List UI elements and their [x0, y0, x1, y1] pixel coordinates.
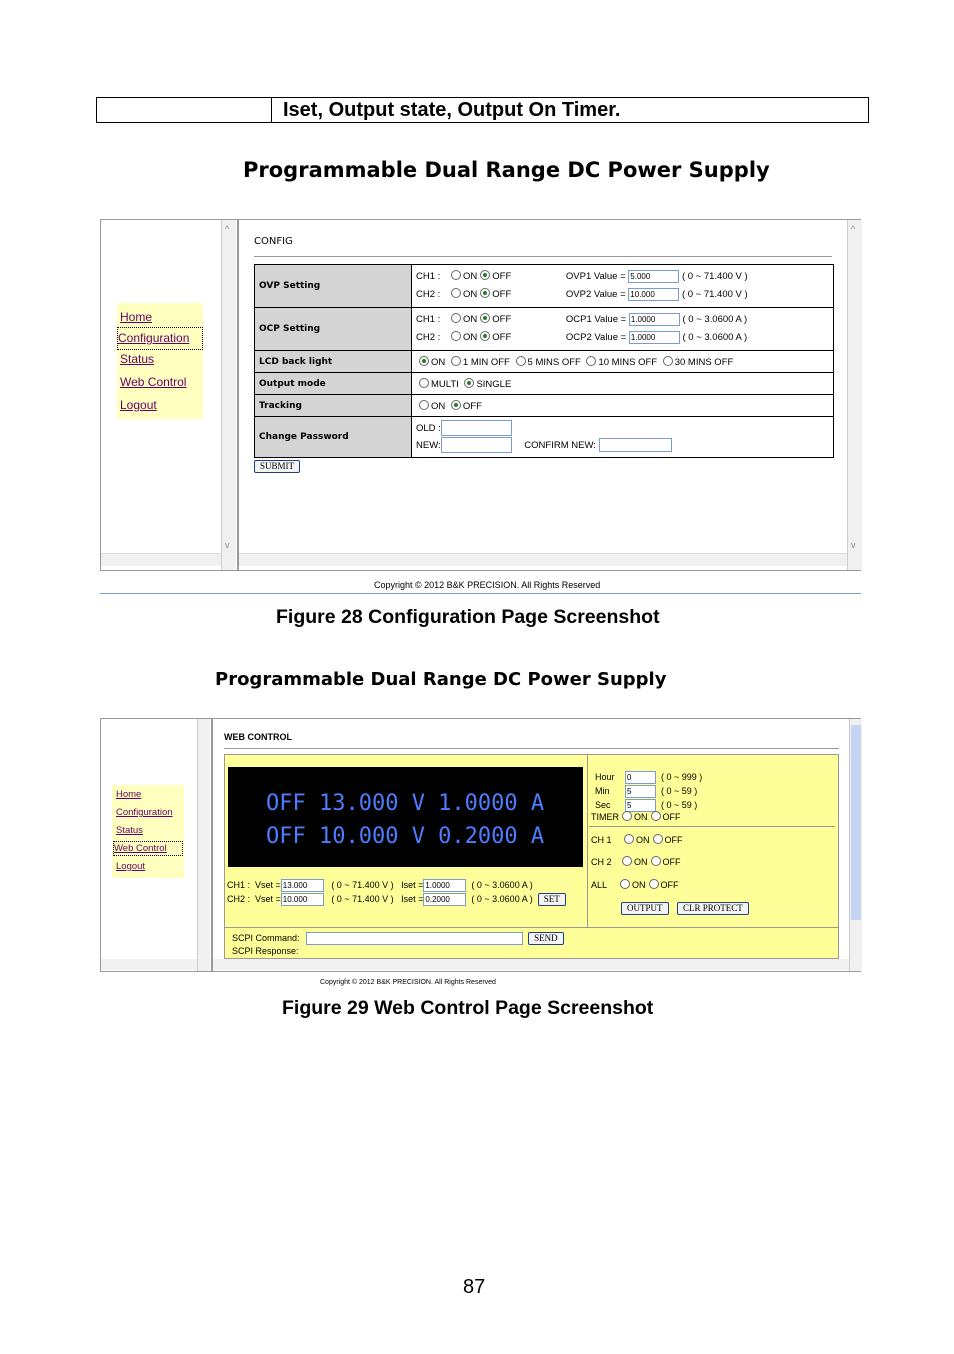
ch2-irange: ( 0 ~ 3.0600 A ) — [471, 894, 533, 904]
ocp-ch1-label: CH1 : — [416, 314, 441, 325]
tracking-label: Tracking — [255, 395, 412, 417]
radio-label: 30 MINS OFF — [674, 356, 734, 368]
scpi-command-row — [232, 932, 564, 945]
fig29-section-title: WEB CONTROL — [224, 732, 292, 742]
ch1-on-radio[interactable] — [624, 834, 634, 844]
header-empty-cell — [97, 98, 272, 122]
nav-logout[interactable]: Logout — [120, 398, 157, 412]
ch1-vrange: ( 0 ~ 71.400 V ) — [331, 879, 394, 890]
min-input[interactable]: 5 — [625, 785, 656, 798]
tracking-off-radio[interactable] — [451, 400, 461, 410]
ovp-ch2-label: CH2 : — [416, 289, 441, 300]
fig29-caption: Figure 29 Web Control Page Screenshot — [282, 997, 654, 1019]
fig28-left-scrollbar[interactable] — [221, 220, 236, 570]
radio-label: OFF — [660, 880, 679, 890]
ocp-ch2-label: CH2 : — [416, 332, 441, 343]
config-table — [254, 264, 834, 458]
fig28-page-title: Programmable Dual Range DC Power Supply — [243, 158, 770, 182]
mode-single-radio[interactable] — [464, 378, 474, 388]
radio-label: ON — [634, 812, 648, 822]
nav-logout[interactable]: Logout — [116, 861, 146, 872]
ch2-set-row — [227, 893, 566, 906]
ocp1-range: ( 0 ~ 3.0600 A ) — [682, 314, 748, 325]
nav-web-control[interactable]: Web Control — [120, 375, 187, 389]
page-number: 87 — [463, 1276, 486, 1298]
sec-label: Sec — [595, 800, 611, 811]
scroll-down-icon[interactable]: v — [225, 540, 230, 550]
confirm-password-label: CONFIRM NEW: — [524, 440, 596, 451]
new-password-input[interactable] — [441, 437, 512, 453]
ovp-ch1-label: CH1 : — [416, 271, 441, 282]
radio-label: 1 MIN OFF — [462, 356, 510, 368]
fig28-left-hscroll[interactable] — [101, 553, 221, 566]
ch1-irange: ( 0 ~ 3.0600 A ) — [471, 879, 533, 890]
min-label: Min — [595, 786, 610, 797]
nav-configuration[interactable]: Configuration — [116, 807, 173, 818]
password-cell — [412, 417, 834, 458]
radio-label: ON — [463, 332, 478, 343]
ocp1-input[interactable]: 1.0000 — [629, 313, 680, 326]
tracking-on-radio[interactable] — [419, 400, 429, 410]
hour-range: ( 0 ~ 999 ) — [661, 772, 703, 782]
frame-divider — [237, 220, 239, 570]
fig28-screenshot — [100, 219, 861, 571]
fig29-right-hscroll[interactable] — [213, 959, 849, 970]
scroll-down-icon[interactable]: v — [851, 540, 856, 550]
ocp2-value-label: OCP2 Value = — [565, 332, 627, 343]
ch1-vset-input[interactable]: 13.000 — [281, 879, 324, 892]
send-button[interactable]: SEND — [528, 932, 564, 945]
timer-inputs — [595, 770, 702, 812]
ovp2-range: ( 0 ~ 71.400 V ) — [681, 289, 748, 300]
timer-on-radio[interactable] — [622, 811, 632, 821]
ch1-set-row — [227, 879, 533, 892]
web-control-panel — [224, 754, 839, 959]
scroll-up-icon[interactable]: ^ — [225, 224, 230, 234]
sec-range: ( 0 ~ 59 ) — [661, 800, 698, 811]
fig28-right-hscroll[interactable] — [239, 553, 847, 566]
fig29-screenshot — [100, 718, 861, 972]
iset-label: Iset = — [401, 879, 424, 890]
min-range: ( 0 ~ 59 ) — [661, 786, 698, 797]
ovp2-value-label: OVP2 Value = — [565, 289, 626, 300]
timer-row — [591, 811, 681, 823]
radio-label: MULTI — [431, 378, 459, 390]
radio-label: OFF — [492, 271, 512, 282]
radio-label: ON — [634, 857, 648, 867]
ocp1-value-label: OCP1 Value = — [565, 314, 627, 325]
all-on-radio[interactable] — [620, 879, 630, 889]
lcd-display — [228, 767, 583, 867]
ovp-cell — [412, 265, 834, 308]
radio-label: OFF — [492, 332, 512, 343]
nav-configuration[interactable]: Configuration — [118, 328, 202, 349]
section-divider — [254, 256, 832, 257]
fig28-right-scrollbar[interactable] — [847, 220, 862, 570]
radio-label: ON — [636, 835, 650, 845]
ch1-label: CH1 : — [227, 879, 251, 890]
scpi-command-label: SCPI Command: — [232, 933, 300, 943]
nav-home[interactable]: Home — [116, 789, 142, 800]
fig29-right-scrollbar[interactable] — [849, 719, 862, 971]
old-password-input[interactable] — [441, 420, 512, 436]
radio-label: OFF — [492, 314, 512, 325]
fig29-copyright: Copyright © 2012 B&K PRECISION. All Rights Reserved — [320, 979, 496, 986]
fig29-left-scrollbar[interactable] — [197, 719, 210, 971]
all-output-label: ALL — [591, 880, 608, 890]
ch2-on-radio[interactable] — [622, 856, 632, 866]
lcd-30mins-radio[interactable] — [663, 356, 673, 366]
vset-label: Vset = — [255, 879, 281, 890]
radio-label: ON — [632, 880, 646, 890]
ch1-output-label: CH 1 — [591, 835, 612, 845]
clr-protect-button[interactable]: CLR PROTECT — [677, 902, 749, 915]
panel-divider — [587, 755, 588, 927]
radio-label: 10 MINS OFF — [598, 356, 658, 368]
ch2-vset-input[interactable]: 10.000 — [281, 893, 324, 906]
header-text: Iset, Output state, Output On Timer. — [283, 99, 621, 121]
hour-label: Hour — [595, 772, 615, 782]
all-output-row — [591, 879, 679, 891]
scpi-command-input[interactable] — [306, 932, 523, 945]
frame-divider — [211, 719, 213, 971]
scroll-up-icon[interactable]: ^ — [851, 224, 856, 234]
ovp-ch1-off-radio[interactable] — [480, 270, 490, 280]
timer-divider — [589, 826, 835, 827]
nav-status[interactable]: Status — [116, 825, 143, 836]
ocp-ch2-on-radio[interactable] — [451, 331, 461, 341]
timer-label: TIMER — [591, 812, 619, 822]
ch2-iset-input[interactable]: 0.2000 — [423, 893, 466, 906]
mode-multi-radio[interactable] — [419, 378, 429, 388]
fig28-section-title: CONFIG — [254, 236, 293, 247]
radio-label: ON — [431, 356, 446, 368]
old-password-label: OLD : — [416, 423, 441, 434]
ch1-off-radio[interactable] — [653, 834, 663, 844]
ch2-label: CH2 : — [227, 894, 251, 904]
ovp2-input[interactable]: 10.000 — [628, 288, 679, 301]
hour-input[interactable]: 0 — [625, 771, 656, 784]
fig28-footer-line — [100, 593, 861, 594]
ovp1-value-label: OVP1 Value = — [565, 271, 626, 282]
tracking-cell — [412, 395, 834, 417]
ocp-label: OCP Setting — [255, 308, 412, 351]
ovp-label: OVP Setting — [255, 265, 412, 308]
nav-status[interactable]: Status — [120, 352, 155, 366]
radio-label: ON — [463, 314, 478, 325]
ovp1-input[interactable]: 5.000 — [628, 270, 679, 283]
confirm-password-input[interactable] — [599, 438, 672, 452]
lcd-backlight-cell — [412, 351, 834, 373]
radio-label: 5 MINS OFF — [527, 356, 581, 368]
ocp-cell — [412, 308, 834, 351]
sec-input[interactable]: 5 — [625, 799, 656, 812]
ocp2-range: ( 0 ~ 3.0600 A ) — [682, 332, 748, 343]
set-button[interactable]: SET — [538, 893, 566, 906]
ovp-ch2-off-radio[interactable] — [480, 288, 490, 298]
radio-label: OFF — [664, 835, 683, 845]
submit-button[interactable]: SUBMIT — [254, 460, 300, 473]
fig29-page-title: Programmable Dual Range DC Power Supply — [215, 669, 667, 690]
nav-web-control[interactable]: Web Control — [114, 842, 182, 855]
timer-off-radio[interactable] — [651, 811, 661, 821]
radio-label: OFF — [662, 857, 681, 867]
fig29-nav — [112, 785, 184, 878]
iset-label: Iset = — [401, 894, 424, 904]
radio-label: OFF — [662, 812, 681, 822]
header-table-row — [96, 97, 869, 123]
vset-label: Vset = — [255, 894, 281, 904]
ovp-ch1-on-radio[interactable] — [451, 270, 461, 280]
ch2-output-row — [591, 856, 681, 868]
radio-label: ON — [463, 271, 478, 282]
lcd-5mins-radio[interactable] — [516, 356, 526, 366]
change-password-label: Change Password — [255, 417, 412, 458]
ch1-output-row — [591, 834, 683, 846]
nav-home[interactable]: Home — [120, 310, 153, 324]
scpi-divider — [225, 927, 838, 928]
ovp1-range: ( 0 ~ 71.400 V ) — [681, 271, 748, 282]
radio-label: OFF — [492, 289, 512, 300]
section-divider — [224, 748, 839, 749]
lcd-line-ch1: OFF 13.000 V 1.0000 A — [266, 791, 545, 816]
scpi-response-label: SCPI Response: — [232, 946, 299, 956]
lcd-10mins-radio[interactable] — [586, 356, 596, 366]
ocp-ch1-on-radio[interactable] — [451, 313, 461, 323]
ocp2-input[interactable]: 1.0000 — [629, 331, 680, 344]
ocp-ch1-off-radio[interactable] — [480, 313, 490, 323]
lcd-line-ch2: OFF 10.000 V 0.2000 A — [266, 824, 545, 849]
ch2-off-radio[interactable] — [651, 856, 661, 866]
radio-label: ON — [431, 400, 446, 412]
radio-label: SINGLE — [476, 378, 512, 390]
lcd-backlight-label: LCD back light — [255, 351, 412, 373]
new-password-label: NEW: — [416, 440, 441, 451]
all-off-radio[interactable] — [649, 879, 659, 889]
lcd-on-radio[interactable] — [419, 356, 429, 366]
output-mode-cell — [412, 373, 834, 395]
fig28-nav — [117, 303, 203, 419]
output-mode-label: Output mode — [255, 373, 412, 395]
output-button[interactable]: OUTPUT — [621, 902, 669, 915]
radio-label: OFF — [462, 400, 482, 412]
scroll-thumb[interactable] — [851, 725, 861, 920]
radio-label: ON — [463, 289, 478, 300]
ocp-ch2-off-radio[interactable] — [480, 331, 490, 341]
ch2-output-label: CH 2 — [591, 857, 612, 867]
ch2-vrange: ( 0 ~ 71.400 V ) — [331, 894, 394, 904]
fig28-caption: Figure 28 Configuration Page Screenshot — [276, 606, 660, 628]
fig29-left-hscroll[interactable] — [101, 959, 197, 970]
lcd-1min-radio[interactable] — [451, 356, 461, 366]
fig28-copyright: Copyright © 2012 B&K PRECISION. All Rights Reserved — [374, 580, 601, 590]
ch1-iset-input[interactable]: 1.0000 — [423, 879, 466, 892]
ovp-ch2-on-radio[interactable] — [451, 288, 461, 298]
